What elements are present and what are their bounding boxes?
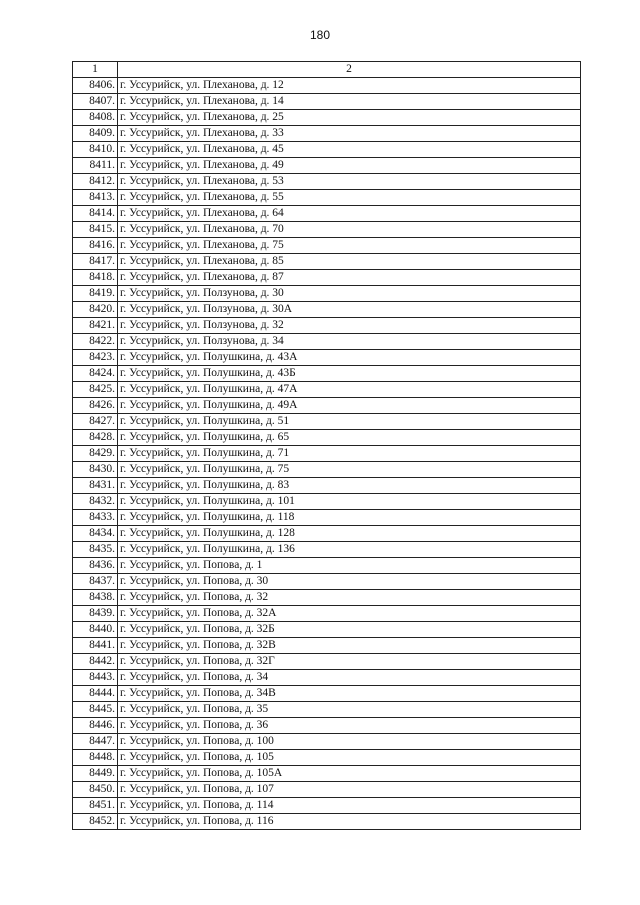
table-row bbox=[73, 270, 581, 286]
row-number: 8407. bbox=[73, 94, 118, 110]
row-address: г. Уссурийск, ул. Полушкина, д. 83 bbox=[118, 478, 581, 494]
row-address: г. Уссурийск, ул. Плеханова, д. 49 bbox=[118, 158, 581, 174]
column-header-number: 1 bbox=[73, 62, 118, 78]
address-table bbox=[72, 61, 581, 830]
row-number: 8437. bbox=[73, 574, 118, 590]
table-row bbox=[73, 574, 581, 590]
row-number: 8438. bbox=[73, 590, 118, 606]
table-row bbox=[73, 750, 581, 766]
row-number: 8440. bbox=[73, 622, 118, 638]
row-number: 8432. bbox=[73, 494, 118, 510]
table-row bbox=[73, 446, 581, 462]
table-row bbox=[73, 382, 581, 398]
row-number: 8448. bbox=[73, 750, 118, 766]
table-body bbox=[73, 78, 581, 830]
row-address: г. Уссурийск, ул. Попова, д. 100 bbox=[118, 734, 581, 750]
row-number: 8419. bbox=[73, 286, 118, 302]
row-address: г. Уссурийск, ул. Попова, д. 36 bbox=[118, 718, 581, 734]
row-address: г. Уссурийск, ул. Попова, д. 32 bbox=[118, 590, 581, 606]
table-row bbox=[73, 366, 581, 382]
table-row bbox=[73, 174, 581, 190]
row-number: 8433. bbox=[73, 510, 118, 526]
row-number: 8449. bbox=[73, 766, 118, 782]
row-number: 8424. bbox=[73, 366, 118, 382]
row-address: г. Уссурийск, ул. Плеханова, д. 75 bbox=[118, 238, 581, 254]
row-address: г. Уссурийск, ул. Полушкина, д. 128 bbox=[118, 526, 581, 542]
row-number: 8426. bbox=[73, 398, 118, 414]
row-number: 8415. bbox=[73, 222, 118, 238]
row-number: 8418. bbox=[73, 270, 118, 286]
row-address: г. Уссурийск, ул. Полушкина, д. 75 bbox=[118, 462, 581, 478]
row-address: г. Уссурийск, ул. Плеханова, д. 55 bbox=[118, 190, 581, 206]
table-row bbox=[73, 94, 581, 110]
row-number: 8414. bbox=[73, 206, 118, 222]
row-address: г. Уссурийск, ул. Попова, д. 105 bbox=[118, 750, 581, 766]
table-row bbox=[73, 478, 581, 494]
row-address: г. Уссурийск, ул. Полушкина, д. 47А bbox=[118, 382, 581, 398]
row-address: г. Уссурийск, ул. Полушкина, д. 136 bbox=[118, 542, 581, 558]
row-number: 8413. bbox=[73, 190, 118, 206]
table-row bbox=[73, 302, 581, 318]
row-address: г. Уссурийск, ул. Плеханова, д. 33 bbox=[118, 126, 581, 142]
table-row bbox=[73, 286, 581, 302]
table-row bbox=[73, 542, 581, 558]
row-number: 8452. bbox=[73, 814, 118, 830]
page-number: 180 bbox=[309, 28, 331, 42]
table-row bbox=[73, 590, 581, 606]
table-row bbox=[73, 414, 581, 430]
table-row bbox=[73, 718, 581, 734]
row-number: 8450. bbox=[73, 782, 118, 798]
table-row bbox=[73, 654, 581, 670]
row-number: 8409. bbox=[73, 126, 118, 142]
table-row bbox=[73, 782, 581, 798]
table-row bbox=[73, 318, 581, 334]
row-address: г. Уссурийск, ул. Попова, д. 1 bbox=[118, 558, 581, 574]
table-row bbox=[73, 430, 581, 446]
table-row bbox=[73, 126, 581, 142]
row-address: г. Уссурийск, ул. Попова, д. 35 bbox=[118, 702, 581, 718]
table-row bbox=[73, 558, 581, 574]
header-row bbox=[73, 62, 581, 78]
column-header-address: 2 bbox=[118, 62, 581, 78]
table-row bbox=[73, 78, 581, 94]
table-row bbox=[73, 606, 581, 622]
table-row bbox=[73, 158, 581, 174]
row-number: 8446. bbox=[73, 718, 118, 734]
row-number: 8443. bbox=[73, 670, 118, 686]
row-number: 8447. bbox=[73, 734, 118, 750]
table-row bbox=[73, 622, 581, 638]
row-number: 8444. bbox=[73, 686, 118, 702]
row-address: г. Уссурийск, ул. Плеханова, д. 85 bbox=[118, 254, 581, 270]
row-address: г. Уссурийск, ул. Попова, д. 34 bbox=[118, 670, 581, 686]
row-number: 8429. bbox=[73, 446, 118, 462]
table-row bbox=[73, 254, 581, 270]
row-address: г. Уссурийск, ул. Полушкина, д. 101 bbox=[118, 494, 581, 510]
row-address: г. Уссурийск, ул. Ползунова, д. 34 bbox=[118, 334, 581, 350]
table-row bbox=[73, 814, 581, 830]
table-row bbox=[73, 350, 581, 366]
row-address: г. Уссурийск, ул. Полушкина, д. 43Б bbox=[118, 366, 581, 382]
row-number: 8422. bbox=[73, 334, 118, 350]
row-address: г. Уссурийск, ул. Плеханова, д. 25 bbox=[118, 110, 581, 126]
row-address: г. Уссурийск, ул. Попова, д. 32Б bbox=[118, 622, 581, 638]
row-address: г. Уссурийск, ул. Плеханова, д. 70 bbox=[118, 222, 581, 238]
row-number: 8441. bbox=[73, 638, 118, 654]
row-number: 8431. bbox=[73, 478, 118, 494]
row-number: 8430. bbox=[73, 462, 118, 478]
table-row bbox=[73, 638, 581, 654]
row-number: 8406. bbox=[73, 78, 118, 94]
row-number: 8420. bbox=[73, 302, 118, 318]
row-address: г. Уссурийск, ул. Ползунова, д. 30 bbox=[118, 286, 581, 302]
row-address: г. Уссурийск, ул. Полушкина, д. 51 bbox=[118, 414, 581, 430]
row-number: 8427. bbox=[73, 414, 118, 430]
row-number: 8411. bbox=[73, 158, 118, 174]
row-address: г. Уссурийск, ул. Плеханова, д. 53 bbox=[118, 174, 581, 190]
row-address: г. Уссурийск, ул. Плеханова, д. 64 bbox=[118, 206, 581, 222]
row-address: г. Уссурийск, ул. Попова, д. 105А bbox=[118, 766, 581, 782]
table-row bbox=[73, 334, 581, 350]
row-address: г. Уссурийск, ул. Полушкина, д. 65 bbox=[118, 430, 581, 446]
row-address: г. Уссурийск, ул. Попова, д. 32В bbox=[118, 638, 581, 654]
row-address: г. Уссурийск, ул. Плеханова, д. 12 bbox=[118, 78, 581, 94]
table-row bbox=[73, 398, 581, 414]
row-address: г. Уссурийск, ул. Попова, д. 32Г bbox=[118, 654, 581, 670]
row-address: г. Уссурийск, ул. Попова, д. 114 bbox=[118, 798, 581, 814]
row-address: г. Уссурийск, ул. Ползунова, д. 32 bbox=[118, 318, 581, 334]
row-number: 8434. bbox=[73, 526, 118, 542]
row-number: 8410. bbox=[73, 142, 118, 158]
table-row bbox=[73, 670, 581, 686]
row-address: г. Уссурийск, ул. Плеханова, д. 45 bbox=[118, 142, 581, 158]
table-row bbox=[73, 734, 581, 750]
table-row bbox=[73, 110, 581, 126]
row-number: 8417. bbox=[73, 254, 118, 270]
row-address: г. Уссурийск, ул. Ползунова, д. 30А bbox=[118, 302, 581, 318]
row-address: г. Уссурийск, ул. Плеханова, д. 14 bbox=[118, 94, 581, 110]
row-number: 8408. bbox=[73, 110, 118, 126]
table-row bbox=[73, 686, 581, 702]
row-number: 8421. bbox=[73, 318, 118, 334]
table-row bbox=[73, 462, 581, 478]
table-row bbox=[73, 510, 581, 526]
table-row bbox=[73, 142, 581, 158]
row-number: 8445. bbox=[73, 702, 118, 718]
table-row bbox=[73, 206, 581, 222]
table-row bbox=[73, 798, 581, 814]
table-row bbox=[73, 702, 581, 718]
row-address: г. Уссурийск, ул. Попова, д. 34В bbox=[118, 686, 581, 702]
row-address: г. Уссурийск, ул. Полушкина, д. 118 bbox=[118, 510, 581, 526]
row-number: 8436. bbox=[73, 558, 118, 574]
row-number: 8439. bbox=[73, 606, 118, 622]
table-row bbox=[73, 766, 581, 782]
table-row bbox=[73, 494, 581, 510]
table-row bbox=[73, 526, 581, 542]
row-number: 8442. bbox=[73, 654, 118, 670]
row-number: 8451. bbox=[73, 798, 118, 814]
row-number: 8425. bbox=[73, 382, 118, 398]
row-address: г. Уссурийск, ул. Попова, д. 30 bbox=[118, 574, 581, 590]
row-number: 8435. bbox=[73, 542, 118, 558]
row-number: 8428. bbox=[73, 430, 118, 446]
row-address: г. Уссурийск, ул. Полушкина, д. 43А bbox=[118, 350, 581, 366]
row-address: г. Уссурийск, ул. Попова, д. 32А bbox=[118, 606, 581, 622]
row-number: 8412. bbox=[73, 174, 118, 190]
row-address: г. Уссурийск, ул. Полушкина, д. 71 bbox=[118, 446, 581, 462]
row-number: 8423. bbox=[73, 350, 118, 366]
row-address: г. Уссурийск, ул. Полушкина, д. 49А bbox=[118, 398, 581, 414]
table-row bbox=[73, 190, 581, 206]
row-address: г. Уссурийск, ул. Попова, д. 116 bbox=[118, 814, 581, 830]
table-row bbox=[73, 238, 581, 254]
row-address: г. Уссурийск, ул. Плеханова, д. 87 bbox=[118, 270, 581, 286]
table-row bbox=[73, 222, 581, 238]
row-address: г. Уссурийск, ул. Попова, д. 107 bbox=[118, 782, 581, 798]
row-number: 8416. bbox=[73, 238, 118, 254]
